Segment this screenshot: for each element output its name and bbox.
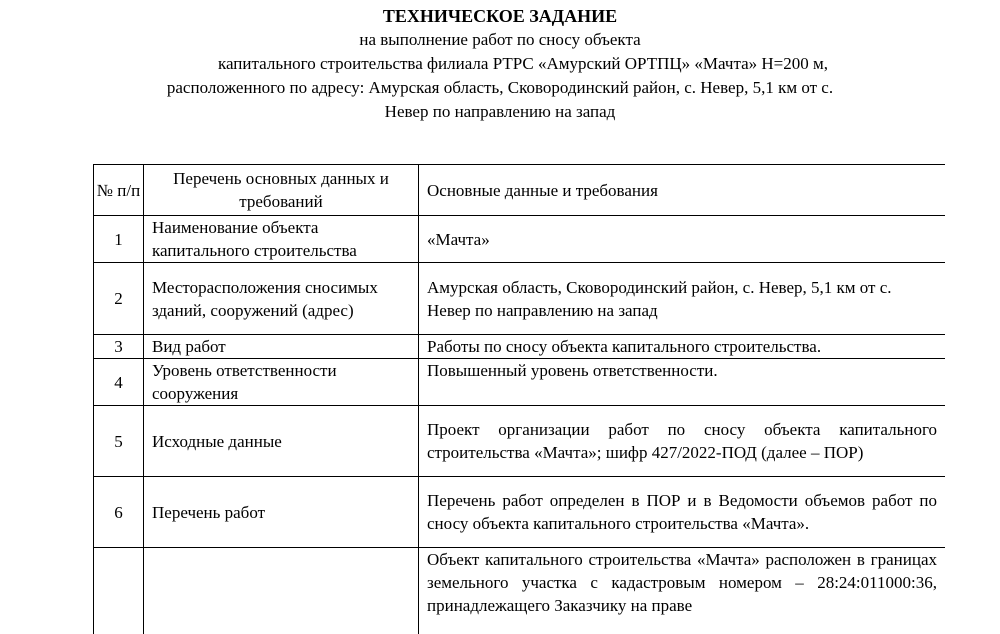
row-requirement: Вид работ xyxy=(144,335,419,359)
row-requirement: Уровень ответственности сооружения xyxy=(144,359,419,406)
table-row xyxy=(94,335,946,359)
table-row xyxy=(94,548,946,634)
row-number: 6 xyxy=(94,477,144,548)
row-requirement: Исходные данные xyxy=(144,406,419,477)
requirements-table-container xyxy=(93,164,945,634)
table-row xyxy=(94,359,946,406)
header-main-data: Основные данные и требования xyxy=(419,165,946,216)
requirements-table xyxy=(93,164,945,634)
row-value: Работы по сносу объекта капитального строительства. xyxy=(419,335,946,359)
subtitle-line-1: на выполнение работ по сносу объекта xyxy=(0,28,1000,52)
table-row xyxy=(94,263,946,335)
row-requirement: Наименование объекта капитального строительства xyxy=(144,216,419,263)
row-value: Объект капитального строительства «Мачта» расположен в границах земельного участка с кадастровым номером – 28:24:011000:36, принадлежащего Заказчику на праве xyxy=(419,548,946,634)
row-number: 2 xyxy=(94,263,144,335)
row-number: 4 xyxy=(94,359,144,406)
subtitle-line-2: капитального строительства филиала РТРС «Амурский ОРТПЦ» «Мачта» Н=200 м, xyxy=(0,52,1000,76)
subtitle-line-3: расположенного по адресу: Амурская область, Сковородинский район, с. Невер, 5,1 км от с. xyxy=(0,76,1000,100)
row-number: 3 xyxy=(94,335,144,359)
table-row xyxy=(94,406,946,477)
row-number: 1 xyxy=(94,216,144,263)
header-number: № п/п xyxy=(94,165,144,216)
row-value: Проект организации работ по сносу объекта капитального строительства «Мачта»; шифр 427/2022-ПОД (далее – ПОР) xyxy=(419,406,946,477)
row-requirement xyxy=(144,548,419,634)
subtitle-line-4: Невер по направлению на запад xyxy=(0,100,1000,124)
row-number: 5 xyxy=(94,406,144,477)
header-requirement-list: Перечень основных данных и требований xyxy=(144,165,419,216)
table-header-row xyxy=(94,165,946,216)
row-value: Перечень работ определен в ПОР и в Ведомости объемов работ по сносу объекта капитального строительства «Мачта». xyxy=(419,477,946,548)
row-value: «Мачта» xyxy=(419,216,946,263)
table-row xyxy=(94,477,946,548)
document-title: ТЕХНИЧЕСКОЕ ЗАДАНИЕ xyxy=(0,4,1000,28)
row-requirement: Перечень работ xyxy=(144,477,419,548)
table-row xyxy=(94,216,946,263)
row-number xyxy=(94,548,144,634)
row-requirement: Месторасположения сносимых зданий, сооружений (адрес) xyxy=(144,263,419,335)
document-header xyxy=(0,4,1000,124)
row-value: Амурская область, Сковородинский район, с. Невер, 5,1 км от с. Невер по направлению на запад xyxy=(419,263,946,335)
row-value: Повышенный уровень ответственности. xyxy=(419,359,946,406)
